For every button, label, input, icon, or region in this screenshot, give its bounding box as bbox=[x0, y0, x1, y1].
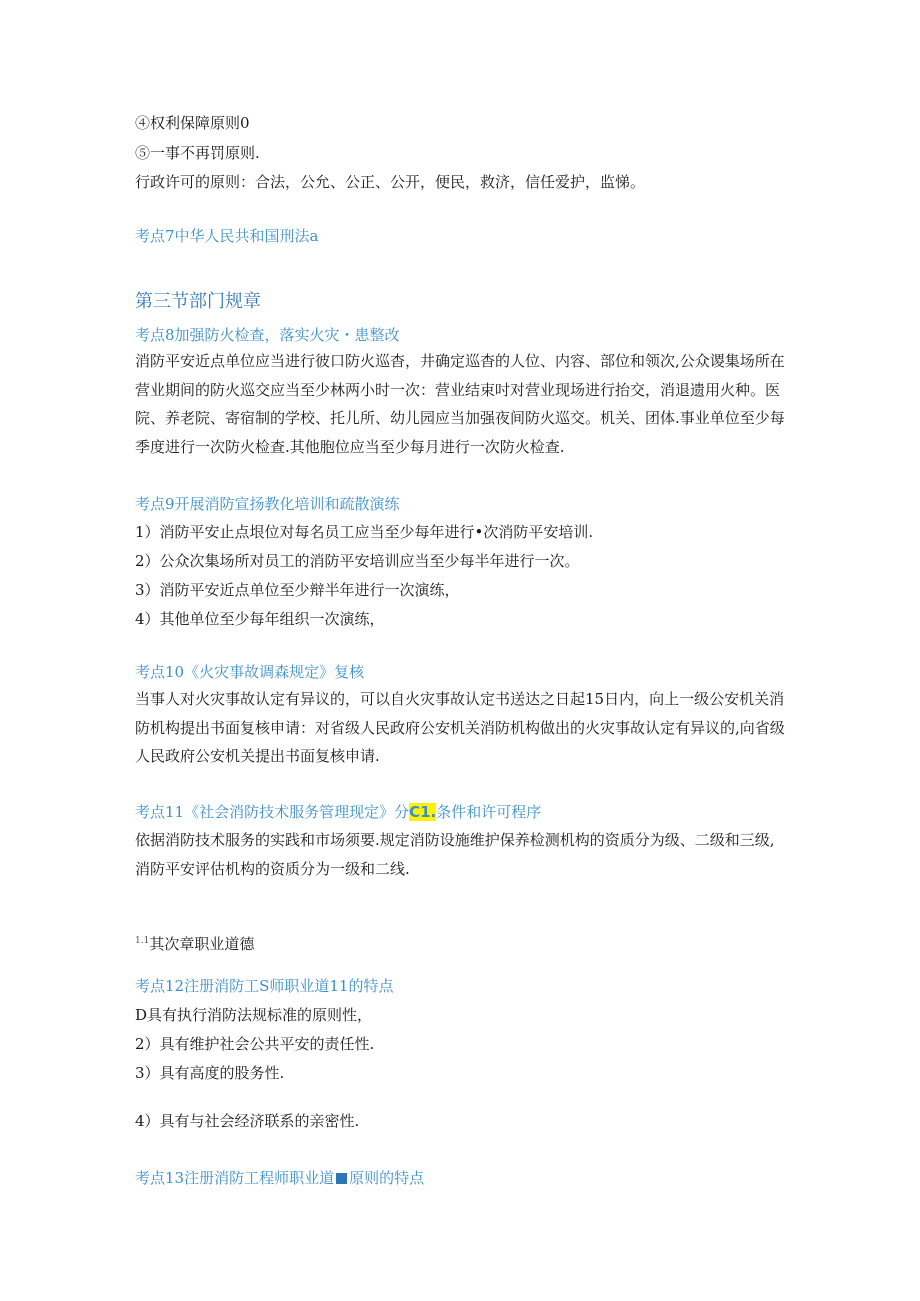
kd11-heading-pre: 考点11《社会消防技术服务管理现定》分 bbox=[135, 803, 410, 821]
kd11-heading-post: 条件和许可程序 bbox=[436, 803, 542, 821]
kd9-item-3: 3）消防平安近点单位至少辩半年进行一次演练， bbox=[135, 581, 460, 599]
redaction-square-icon bbox=[336, 1173, 347, 1184]
kd13-heading-post: 原则的特点 bbox=[349, 1169, 425, 1187]
kd10-paragraph: 当事人对火灾事故认定有异议的，可以自火灾事故认定书送达之日起15日内，向上一级公安机关消防机构提出书面复核申请：对省级人民政府公安机关消防机构做出的火灾事故认定有异议的,向省级人民政府公安机关提出书面复核申请. bbox=[135, 690, 785, 765]
principle-rights-line: ④权利保障原则0 bbox=[135, 114, 250, 132]
kd13-heading bbox=[135, 1168, 424, 1188]
kd11-paragraph: 依据消防技术服务的实践和市场须要.规定消防设施维护保养检测机构的资质分为级、二级和三级,消防平安评估机构的资质分为一级和二线. bbox=[135, 831, 775, 878]
chapter-2-title: 其次章职业道德 bbox=[149, 935, 255, 953]
kd8-paragraph: 消防平安近点单位应当进行彼口防火巡杳，井确定巡杳的人位、内容、部位和领次,公众谡集场所在营业期间的防火巡交应当至少林两小时一次：营业结束吋对营业现场进行抬交，消退遗用火种。医院、养老院、寄宿制的学校、托儿所、幼儿园应当加强夜间防火巡交。机关、团体.事业单位至少每季度进行一次防火检查.其他胞位应当至少每月进行一次防火检查. bbox=[135, 352, 785, 456]
kd13-heading-pre: 考点13注册消防工程师职业道 bbox=[135, 1169, 335, 1187]
kd9-item-2: 2）公众次集场所对员工的消防平安培训应当至少每半年进行一次。 bbox=[135, 552, 580, 570]
kd7-heading: 考点7中华人民共和国刑法a bbox=[135, 227, 319, 245]
principle-double-jeopardy-line: ⑤一事不再罚原则. bbox=[135, 144, 260, 162]
kd9-item-1: 1）消防平安止点垠位对每名员工应当至少每年进行•次消防平安培训. bbox=[135, 523, 594, 541]
kd12-heading: 考点12注册消防工S师职业道11的特点 bbox=[135, 977, 394, 995]
chapter-2-number: 1.1 bbox=[135, 936, 150, 946]
kd12-item-1: D具有执行消防法规标准的原则性， bbox=[135, 1006, 373, 1024]
kd9-item-4: 4）其他单位至少每年组织一次演练， bbox=[135, 610, 385, 628]
kd10-heading: 考点10《火灾事故调森规定》复核 bbox=[135, 663, 365, 681]
kd12-item-3: 3）具有高度的股务性. bbox=[135, 1064, 285, 1082]
kd12-item-4: 4）具有与社会经济联系的亲密性. bbox=[135, 1112, 360, 1130]
admin-license-principles: 行政许可的原则：合法，公允、公正、公开，便民，救济，信任爱护，监悌。 bbox=[135, 173, 646, 191]
section-3-heading: 第三节部门规章 bbox=[135, 291, 261, 312]
kd12-item-2: 2）具有维护社会公共平安的责任性. bbox=[135, 1035, 375, 1053]
chapter-2-heading bbox=[135, 931, 254, 954]
kd11-heading bbox=[135, 802, 541, 822]
kd8-heading: 考点8加强防火检查，落实火灾・患整改 bbox=[135, 326, 400, 344]
kd11-highlight: C1. bbox=[409, 803, 437, 821]
kd9-heading: 考点9开展消防宣扬教化培训和疏散演练 bbox=[135, 495, 400, 513]
